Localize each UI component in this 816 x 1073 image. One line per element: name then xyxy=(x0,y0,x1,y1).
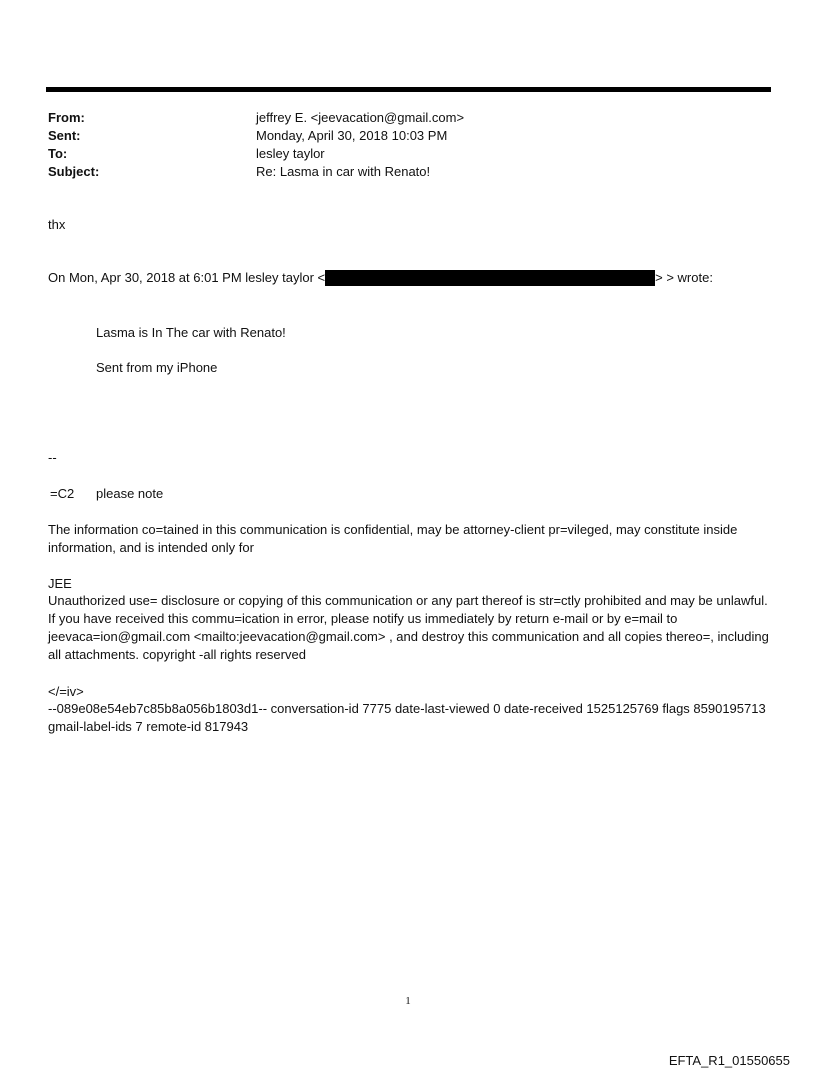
to-label: To: xyxy=(48,146,68,161)
quote-prefix: On Mon, Apr 30, 2018 at 6:01 PM lesley taylor < xyxy=(48,270,326,285)
page-number: 1 xyxy=(405,995,411,1007)
quote-suffix: > > wrote: xyxy=(655,270,713,285)
from-label: From: xyxy=(48,110,85,125)
note-code: =C2 xyxy=(50,486,75,501)
sent-label: Sent: xyxy=(48,128,81,143)
quote-attribution xyxy=(48,269,713,287)
to-value: lesley taylor xyxy=(256,146,325,161)
unauthorized-use-notice: Unauthorized use= disclosure or copying of this communication or any part thereof is str=ctly prohibited and may be unlawful. If you have received this commu=ication in error, please notify us immediately by return e-mail or by e=mail to jeevaca=ion@gmail.com <mailto:jeevacation@gmail.com> , and destroy this communication and all copies thereo=, including all attachments. copyright -all rights reserved xyxy=(48,593,769,662)
reply-text: thx xyxy=(48,217,66,232)
sent-value: Monday, April 30, 2018 10:03 PM xyxy=(256,128,448,143)
subject-value: Re: Lasma in car with Renato! xyxy=(256,164,431,179)
note-text: please note xyxy=(96,486,164,501)
redaction-block xyxy=(325,270,655,286)
quoted-message: Lasma is In The car with Renato! xyxy=(96,325,286,340)
header-rule xyxy=(46,87,771,92)
closing-tag: </=iv> xyxy=(48,684,84,699)
quoted-signature: Sent from my iPhone xyxy=(96,360,218,375)
signature-separator: -- xyxy=(48,450,57,465)
jee-label: JEE xyxy=(48,576,72,591)
from-value: jeffrey E. <jeevacation@gmail.com> xyxy=(256,110,465,125)
confidentiality-notice: The information co=tained in this communication is confidential, may be attorney-client pr=vileged, may constitute inside information, and is intended only for xyxy=(48,522,738,555)
subject-label: Subject: xyxy=(48,164,100,179)
message-metadata: --089e08e54eb7c85b8a056b1803d1-- conversation-id 7775 date-last-viewed 0 date-received 1525125769 flags 8590195713 gmail-label-ids 7 remote-id 817943 xyxy=(48,701,766,734)
bates-number: EFTA_R1_01550655 xyxy=(668,1053,790,1068)
